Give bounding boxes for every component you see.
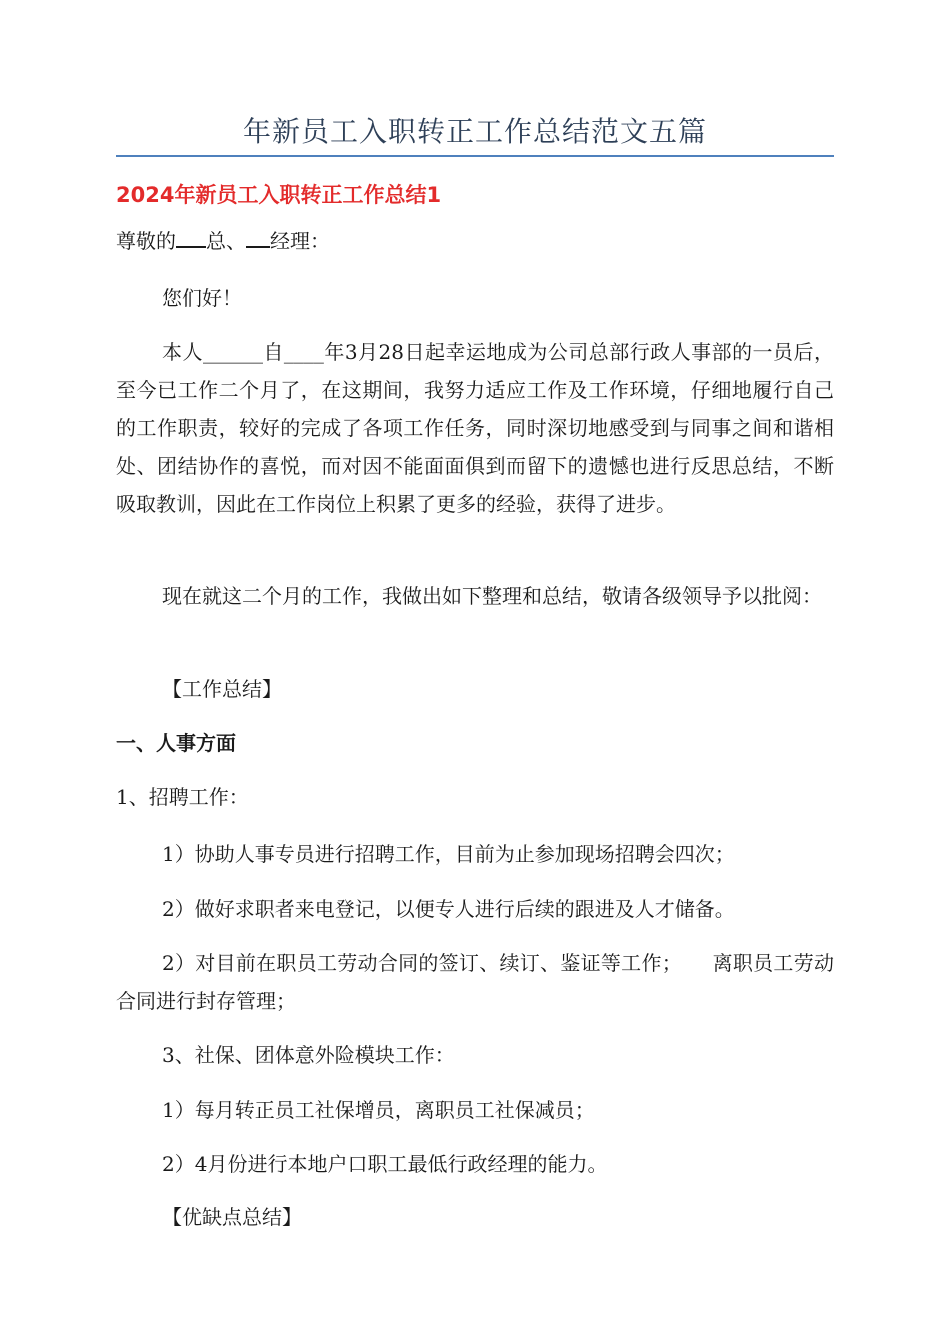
title-underline-rule [116, 155, 834, 157]
list-item: 1）协助人事专员进行招聘工作，目前为止参加现场招聘会四次； [162, 842, 735, 866]
salutation-part2: 总、 [206, 229, 246, 253]
blank-underline [176, 228, 206, 248]
greeting: 您们好！ [162, 286, 242, 310]
para1-prefix: 本人 [162, 340, 203, 364]
list-item: 1）每月转正员工社保增员，离职员工社保减员； [162, 1098, 595, 1122]
paragraph-summary-intro: 现在就这二个月的工作，我做出如下整理和总结，敬请各级领导予以批阅： [162, 584, 822, 608]
salutation-part1: 尊敬的 [116, 229, 176, 253]
salutation [116, 222, 834, 260]
work-summary-label: 【工作总结】 [162, 677, 282, 701]
pros-cons-label: 【优缺点总结】 [162, 1205, 302, 1229]
blank-underline [246, 228, 270, 248]
social-heading: 3、社保、团体意外险模块工作： [162, 1043, 455, 1067]
document-title: 年新员工入职转正工作总结范文五篇 [242, 115, 707, 148]
paragraph-intro [116, 333, 834, 523]
list-item: 2）做好求职者来电登记，以便专人进行后续的跟进及人才储备。 [162, 897, 735, 921]
recruit-heading: 1、招聘工作： [116, 785, 249, 809]
para1-blank1: ______ [202, 340, 263, 364]
para1-blank2: ____ [283, 340, 324, 364]
salutation-part3: 经理： [270, 229, 330, 253]
para1-mid: 自 [262, 340, 284, 364]
list-item: 2）对目前在职员工劳动合同的签订、续订、鉴证等工作； 离职员工劳动合同进行封存管理； [116, 951, 834, 1013]
para1-text: 年3月28日起幸运地成为公司总部行政人事部的一员后，至今已工作二个月了，在这期间，我努力适应工作及工作环境，仔细地履行自己的工作职责，较好的完成了各项工作任务，同时深切地感受到与同事之间和谐相处、团结协作的喜悦，而对因不能面面俱到而留下的遗憾也进行反思总结，不断吸取教训，因此在工作岗位上积累了更多的经验，获得了进步。 [116, 340, 834, 516]
hr-heading: 一、人事方面 [116, 731, 236, 755]
section-heading: 2024年新员工入职转正工作总结1 [116, 183, 442, 207]
list-item: 2）4月份进行本地户口职工最低行政经理的能力。 [162, 1152, 608, 1176]
